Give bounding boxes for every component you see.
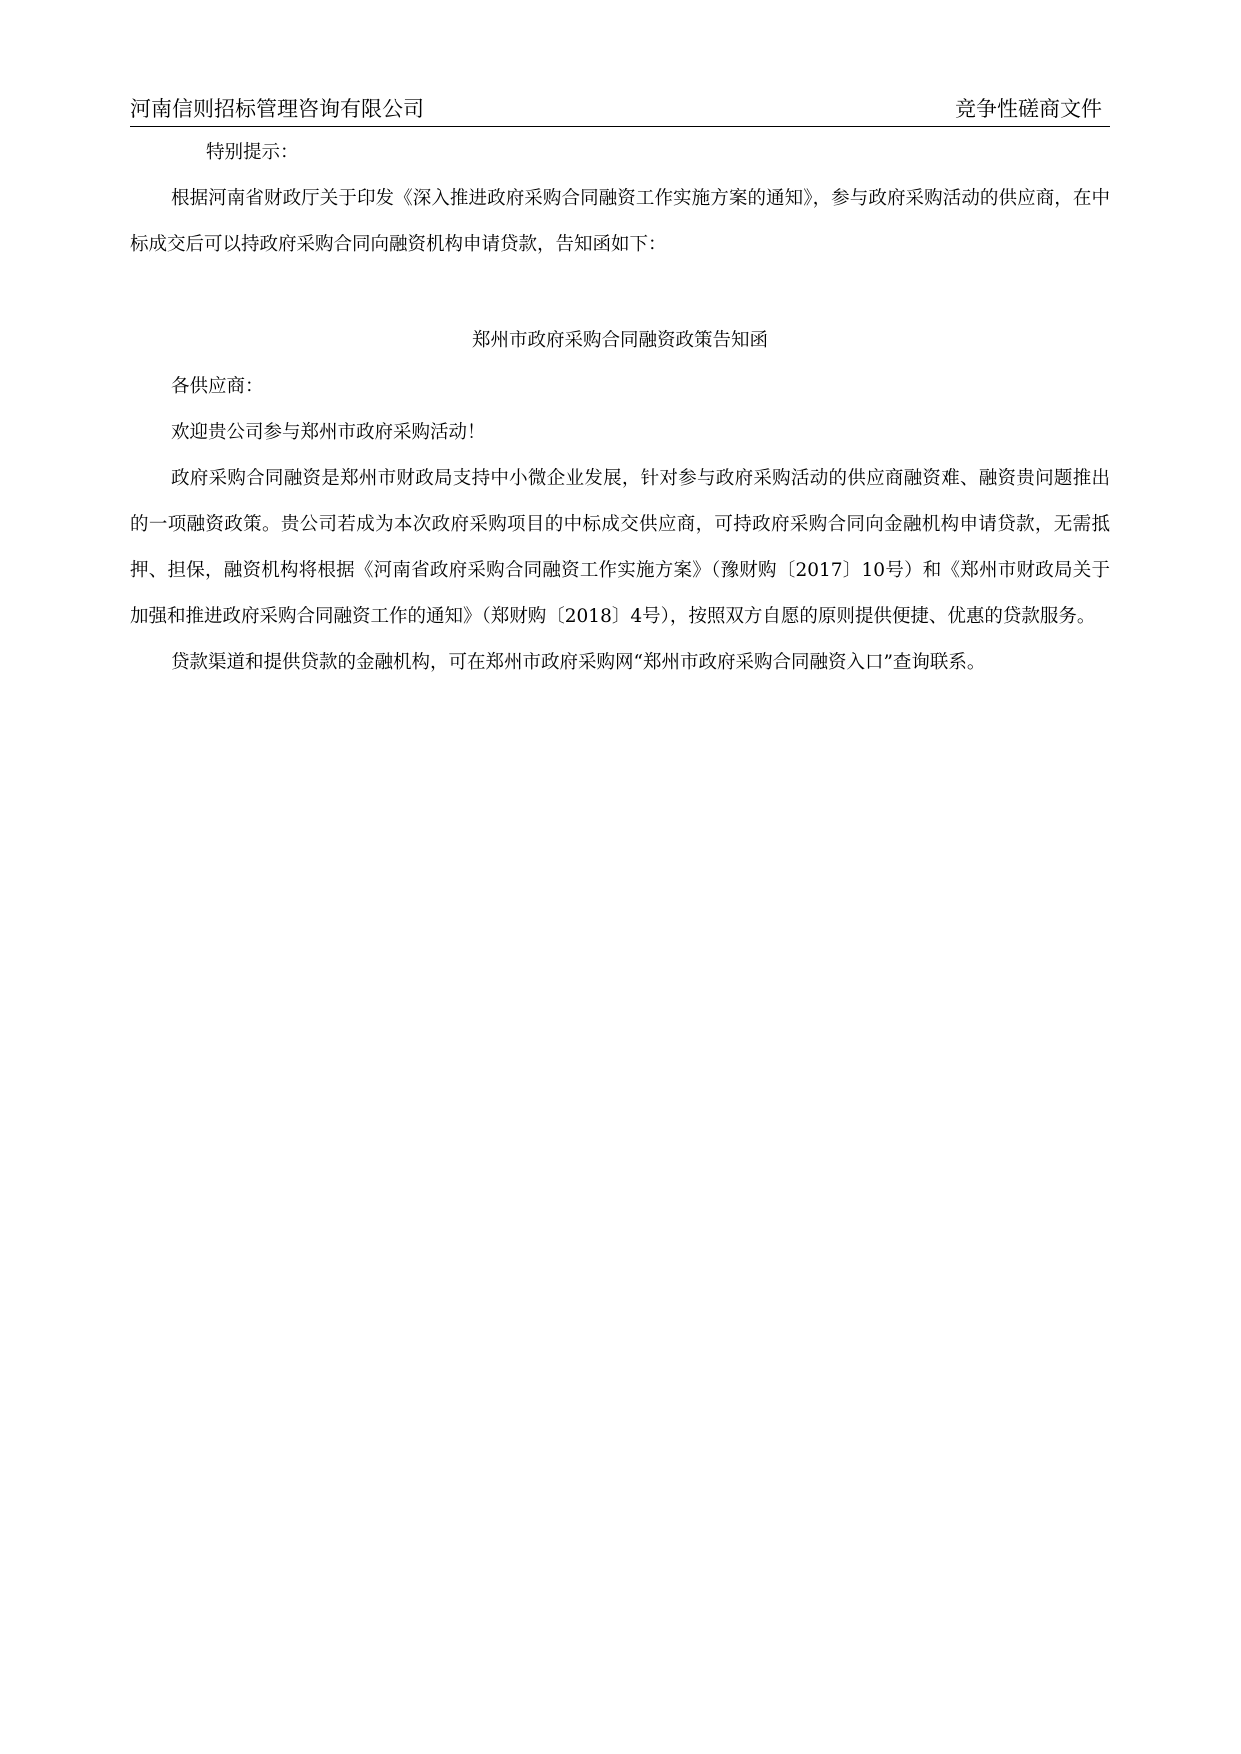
header-company-name: 河南信则招标管理咨询有限公司 [130,97,424,121]
document-body [130,130,1110,686]
notice-intro-paragraph: 根据河南省财政厅关于印发《深入推进政府采购合同融资工作实施方案的通知》，参与政府采购活动的供应商，在中标成交后可以持政府采购合同向融资机构申请贷款，告知函如下： [130,188,1110,255]
header-document-type: 竞争性磋商文件 [955,97,1102,121]
letter-body-paragraph: 政府采购合同融资是郑州市财政局支持中小微企业发展，针对参与政府采购活动的供应商融资难、融资贵问题推出的一项融资政策。贵公司若成为本次政府采购项目的中标成交供应商，可持政府采购合同向金融机构申请贷款，无需抵押、担保，融资机构将根据《河南省政府采购合同融资工作实施方案》（豫财购〔2017〕10号）和《郑州市财政局关于加强和推进政府采购合同融资工作的通知》（郑财购〔2018〕4号），按照双方自愿的原则提供便捷、优惠的贷款服务。 [130,468,1110,627]
letter-closing-paragraph: 贷款渠道和提供贷款的金融机构，可在郑州市政府采购网“郑州市政府采购合同融资入口”查询联系。 [171,652,986,673]
letter-title: 郑州市政府采购合同融资政策告知函 [471,330,768,351]
blank-line [130,268,1110,314]
special-notice-label: 特别提示： [206,142,299,163]
letter-welcome: 欢迎贵公司参与郑州市政府采购活动！ [171,422,486,443]
letter-salutation: 各供应商： [171,376,264,397]
page-header [130,92,1110,127]
